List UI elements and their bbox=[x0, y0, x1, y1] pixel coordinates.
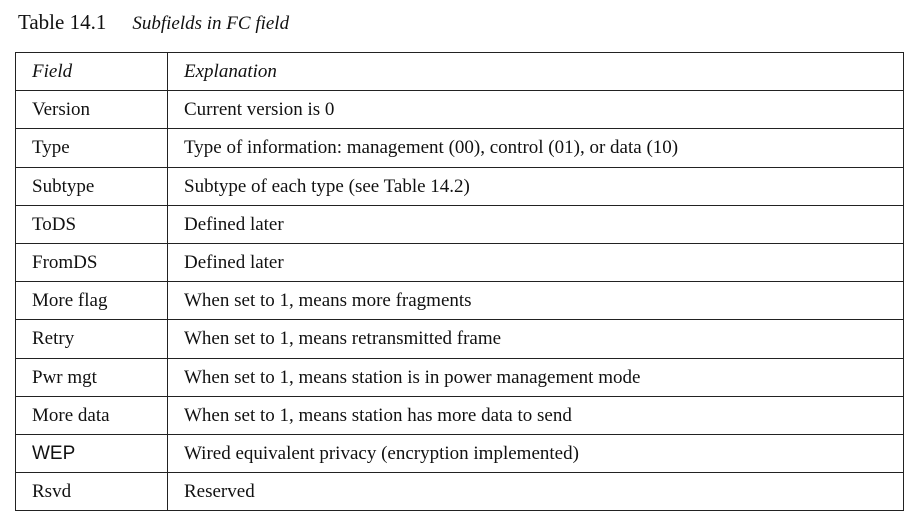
table-title: Subfields in FC field bbox=[132, 13, 290, 34]
table-row bbox=[16, 243, 904, 281]
explanation-cell: Type of information: management (00), control (01), or data (10) bbox=[168, 129, 904, 167]
table-number: Table 14.1 bbox=[18, 10, 107, 34]
fc-subfields-table bbox=[15, 52, 904, 511]
table-row bbox=[16, 91, 904, 129]
explanation-cell: When set to 1, means retransmitted frame bbox=[168, 320, 904, 358]
table-row bbox=[16, 205, 904, 243]
field-cell: More data bbox=[16, 396, 168, 434]
field-cell: Retry bbox=[16, 320, 168, 358]
table-row bbox=[16, 282, 904, 320]
field-cell: More flag bbox=[16, 282, 168, 320]
explanation-cell: Defined later bbox=[168, 243, 904, 281]
header-explanation: Explanation bbox=[168, 53, 904, 91]
explanation-cell: When set to 1, means more fragments bbox=[168, 282, 904, 320]
explanation-cell: Defined later bbox=[168, 205, 904, 243]
explanation-cell: Subtype of each type (see Table 14.2) bbox=[168, 167, 904, 205]
field-cell: Subtype bbox=[16, 167, 168, 205]
field-cell: ToDS bbox=[16, 205, 168, 243]
field-cell: Pwr mgt bbox=[16, 358, 168, 396]
explanation-cell: Reserved bbox=[168, 473, 904, 511]
table-caption bbox=[18, 10, 289, 36]
table-row bbox=[16, 129, 904, 167]
table-row bbox=[16, 396, 904, 434]
field-cell: Rsvd bbox=[16, 473, 168, 511]
explanation-cell: When set to 1, means station is in power management mode bbox=[168, 358, 904, 396]
field-cell: Version bbox=[16, 91, 168, 129]
explanation-cell: Current version is 0 bbox=[168, 91, 904, 129]
explanation-cell: When set to 1, means station has more data to send bbox=[168, 396, 904, 434]
field-cell: WEP bbox=[16, 434, 168, 472]
table-row bbox=[16, 473, 904, 511]
explanation-cell: Wired equivalent privacy (encryption implemented) bbox=[168, 434, 904, 472]
table-row bbox=[16, 320, 904, 358]
table-row bbox=[16, 434, 904, 472]
table-header-row bbox=[16, 53, 904, 91]
field-cell: FromDS bbox=[16, 243, 168, 281]
table-row bbox=[16, 167, 904, 205]
header-field: Field bbox=[16, 53, 168, 91]
table-row bbox=[16, 358, 904, 396]
field-cell: Type bbox=[16, 129, 168, 167]
